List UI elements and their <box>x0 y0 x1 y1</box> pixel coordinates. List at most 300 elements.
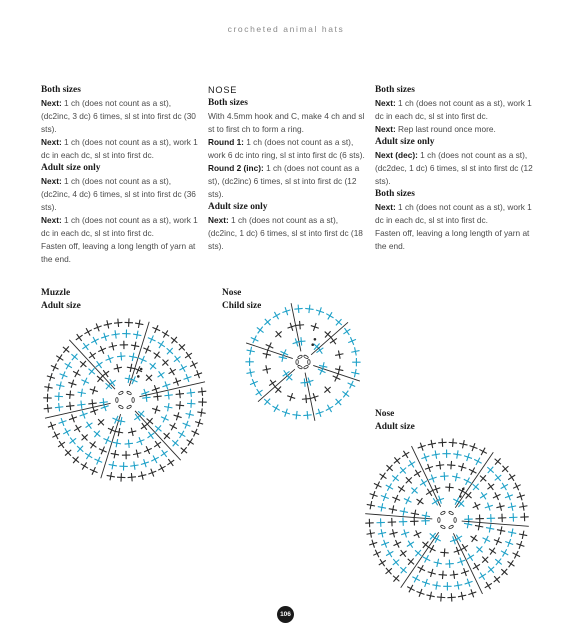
stitch-stroke <box>284 370 289 377</box>
stitch-stroke <box>107 475 115 477</box>
stitch-cross <box>485 464 497 476</box>
nose-child-crochet-chart <box>240 296 366 428</box>
start-dot <box>140 368 143 371</box>
stitch-stroke <box>159 371 164 378</box>
stitch-cross <box>47 420 58 431</box>
instruction <box>375 123 535 136</box>
stitch-cross <box>484 501 495 512</box>
stitch-cross <box>56 439 68 451</box>
stitch-cross <box>366 529 376 539</box>
stitch-stroke <box>331 337 336 344</box>
stitch-cross <box>368 490 379 501</box>
stitch-cross <box>383 565 395 577</box>
stitch-stroke <box>270 380 275 387</box>
stitch-cross <box>365 519 374 528</box>
stitch-cross <box>106 471 116 481</box>
stitch-stroke <box>114 322 122 323</box>
stitch-stroke <box>96 362 103 367</box>
stitch-stroke <box>380 559 385 566</box>
stitch-cross <box>132 330 142 340</box>
stitch-cross <box>80 341 92 353</box>
stitch-cross <box>388 505 398 515</box>
stitch-cross <box>126 363 136 373</box>
stitch-cross <box>82 326 93 337</box>
stitch-stroke <box>439 575 447 576</box>
stitch-cross <box>246 368 256 378</box>
stitch-cross <box>79 460 91 472</box>
stitch-cross <box>421 553 432 564</box>
stitch-cross <box>95 416 107 428</box>
chain-oval <box>448 525 453 529</box>
stitch-cross <box>295 321 304 330</box>
chain-oval <box>454 518 456 523</box>
stitch-cross <box>61 426 72 437</box>
instruction-text: 1 ch (does not count as a st), (dc2inc) 6 times, sl st into first dc (12 sts). <box>208 163 360 199</box>
stitch-cross <box>67 435 79 447</box>
instruction-label: Next: <box>41 176 62 186</box>
instruction-label: Round 2 (inc): <box>208 163 264 173</box>
stitch-cross <box>396 483 408 495</box>
heading-adult-size-only: Adult size only <box>375 137 435 147</box>
stitch-cross <box>130 341 140 351</box>
stitch-cross <box>70 454 82 466</box>
stitch-cross <box>331 372 342 383</box>
stitch-cross <box>54 352 66 364</box>
chain-oval <box>448 511 453 515</box>
stitch-stroke <box>109 380 116 385</box>
stitch-stroke <box>432 454 440 455</box>
stitch-cross <box>481 534 492 545</box>
stitch-cross <box>54 392 63 401</box>
stitch-stroke <box>496 559 501 566</box>
stitch-cross <box>427 439 437 449</box>
stitch-stroke <box>440 552 448 553</box>
stitch-stroke <box>387 483 391 490</box>
stitch-cross <box>155 369 167 381</box>
stitch-cross <box>113 363 123 373</box>
stitch-stroke <box>509 560 514 567</box>
stitch-cross <box>453 450 463 460</box>
stitch-cross <box>168 334 180 346</box>
stitch-cross <box>328 335 340 347</box>
stitch-cross <box>324 310 335 321</box>
stitch-cross <box>403 474 415 486</box>
stitch-cross <box>270 402 281 413</box>
stitch-cross <box>445 559 454 568</box>
stitch-cross <box>352 358 360 366</box>
stitch-cross <box>506 471 518 483</box>
stitch-stroke <box>70 438 75 445</box>
chain-oval <box>438 518 440 523</box>
stitch-cross <box>77 400 86 409</box>
stitch-cross <box>405 583 416 594</box>
chain-oval <box>126 405 131 409</box>
stitch-stroke <box>179 401 180 409</box>
nose-adult-crochet-chart <box>362 432 532 608</box>
stitch-cross <box>176 341 188 353</box>
stitch-stroke <box>113 442 121 444</box>
stitch-cross <box>160 328 172 340</box>
stitch-cross <box>271 310 282 321</box>
stitch-cross <box>167 421 178 432</box>
stitch-cross <box>448 438 457 447</box>
stitch-cross <box>462 476 473 487</box>
instruction-text: 1 ch (does not count as a st), work 1 dc in each dc, sl st into first dc. <box>375 98 532 121</box>
chain-oval <box>116 398 118 403</box>
chain-oval <box>440 511 445 515</box>
stitch-cross <box>334 350 344 360</box>
stitch-stroke <box>485 583 492 587</box>
stitch-cross <box>112 438 122 448</box>
stitch-cross <box>246 346 256 356</box>
stitch-cross <box>485 523 495 533</box>
stitch-stroke <box>179 390 180 398</box>
stitch-cross <box>91 428 103 440</box>
stitch-cross <box>485 481 497 493</box>
stitch-cross <box>416 441 427 452</box>
stitch-stroke <box>70 402 71 410</box>
stitch-stroke <box>162 332 169 336</box>
stitch-stroke <box>154 353 161 358</box>
stitch-cross <box>122 451 131 460</box>
stitch-stroke <box>91 339 98 343</box>
stitch-cross <box>405 538 417 550</box>
instruction-label: Next: <box>41 137 62 147</box>
chain-oval <box>126 391 131 395</box>
stitch-cross <box>103 319 113 329</box>
stitch-stroke <box>171 423 175 430</box>
stitch-cross <box>178 444 190 456</box>
instruction-label: Next (dec): <box>375 150 418 160</box>
stitch-cross <box>447 593 456 602</box>
instruction-text: Rep last round once more. <box>395 124 496 134</box>
stitch-stroke <box>130 465 138 466</box>
stitch-cross <box>332 396 344 408</box>
stitch-stroke <box>81 401 82 409</box>
stitch-cross <box>305 304 314 313</box>
text-column-1 <box>41 84 201 266</box>
stitch-cross <box>377 528 387 538</box>
stitch-cross <box>108 460 118 470</box>
stitch-stroke <box>428 547 435 551</box>
stitch-cross <box>421 578 432 589</box>
stitch-stroke <box>344 328 349 335</box>
stitch-cross <box>379 492 390 503</box>
stitch-cross <box>315 306 326 317</box>
stitch-cross <box>390 556 402 568</box>
stitch-cross <box>117 473 126 482</box>
stitch-cross <box>120 341 129 350</box>
diagram-title-line: Nose <box>222 288 242 298</box>
instruction-text: 1 ch (does not count as a st), work 1 dc in each dc, sl st into first dc. <box>41 215 198 238</box>
stitch-stroke <box>303 415 311 416</box>
stitch-stroke <box>54 432 58 439</box>
stitch-cross <box>438 570 447 579</box>
stitch-cross <box>134 319 144 329</box>
stitch-stroke <box>296 325 304 326</box>
stitch-cross <box>80 376 91 387</box>
stitch-cross <box>83 450 95 462</box>
stitch-cross <box>140 458 151 469</box>
wedge-divider <box>291 303 301 351</box>
stitch-cross <box>152 439 164 451</box>
stitch-stroke <box>481 492 486 499</box>
stitch-stroke <box>402 452 409 456</box>
stitch-cross <box>43 404 52 413</box>
instruction-text: 1 ch (does not count as a st), (dc2inc, 4 dc) 6 times, sl st into first dc (36 sts). <box>41 176 196 212</box>
chain-oval <box>297 365 302 369</box>
stitch-stroke <box>420 481 427 485</box>
stitch-stroke <box>161 451 168 456</box>
stitch-stroke <box>181 364 185 371</box>
stitch-cross <box>159 413 170 424</box>
stitch-cross <box>87 350 99 362</box>
stitch-cross <box>498 514 507 523</box>
stitch-cross <box>384 548 395 559</box>
stitch-cross <box>83 419 95 431</box>
stitch-cross <box>294 304 303 313</box>
stitch-cross <box>478 490 490 502</box>
instruction-text: 1 ch (does not count as a st), (dc2dec, 1 dc) 6 times, sl st into first dc (12 sts). <box>375 150 533 186</box>
stitch-cross <box>87 439 99 451</box>
stitch-stroke <box>454 585 462 586</box>
stitch-cross <box>165 457 177 469</box>
instruction-label: Next: <box>208 215 229 225</box>
stitch-cross <box>135 436 146 447</box>
stitch-cross <box>440 472 449 481</box>
stitch-cross <box>151 404 162 415</box>
stitch-stroke <box>89 353 96 358</box>
stitch-cross <box>184 436 196 448</box>
stitch-cross <box>190 427 201 438</box>
stitch-cross <box>477 446 488 457</box>
stitch-cross <box>440 548 449 557</box>
stitch-cross <box>119 462 128 471</box>
stitch-cross <box>368 538 379 549</box>
stitch-cross <box>372 480 383 491</box>
stitch-cross <box>89 385 100 396</box>
instruction-label: Next: <box>375 124 396 134</box>
stitch-cross <box>187 399 196 408</box>
stitch-cross <box>492 536 503 547</box>
stitch-cross <box>66 390 75 399</box>
stitch-cross <box>73 332 85 344</box>
stitch-cross <box>388 518 397 527</box>
stitch-stroke <box>47 404 48 412</box>
stitch-cross <box>498 566 510 578</box>
stitch-cross <box>467 588 478 599</box>
stitch-cross <box>142 445 153 456</box>
stitch-cross <box>433 558 443 568</box>
stitch-cross <box>132 449 142 459</box>
stitch-cross <box>108 341 118 351</box>
stitch-stroke <box>514 551 518 559</box>
stitch-cross <box>468 442 479 453</box>
stitch-stroke <box>131 345 139 347</box>
stitch-cross <box>181 419 192 430</box>
chain-oval <box>118 405 123 409</box>
instruction-label: Next: <box>41 215 62 225</box>
stitch-cross <box>176 429 188 441</box>
stitch-stroke <box>59 403 60 411</box>
stitch-cross <box>474 544 486 556</box>
heading-both-sizes: Both sizes <box>375 189 415 199</box>
stitch-stroke <box>102 371 109 376</box>
stitch-stroke <box>484 536 488 544</box>
stitch-stroke <box>115 431 123 433</box>
stitch-stroke <box>127 367 135 369</box>
stitch-cross <box>46 372 57 383</box>
stitch-stroke <box>87 422 92 429</box>
stitch-cross <box>458 439 468 449</box>
stitch-stroke <box>406 497 410 505</box>
stitch-cross <box>405 556 417 568</box>
chain-oval <box>296 360 298 365</box>
instruction-label: Next: <box>375 202 396 212</box>
stitch-stroke <box>180 431 184 438</box>
stitch-cross <box>515 540 526 551</box>
stitch-stroke <box>381 473 386 480</box>
stitch-stroke <box>190 389 191 397</box>
stitch-cross <box>50 430 61 441</box>
stitch-cross <box>124 318 133 327</box>
stitch-stroke <box>109 464 117 466</box>
stitch-stroke <box>65 428 69 435</box>
stitch-cross <box>415 588 426 599</box>
stitch-stroke <box>326 406 333 410</box>
stitch-stroke <box>490 548 495 555</box>
stitch-cross <box>520 513 529 522</box>
stitch-cross <box>147 360 159 372</box>
stitch-cross <box>110 449 120 459</box>
stitch-stroke <box>111 453 119 455</box>
stitch-stroke <box>479 449 486 453</box>
stitch-stroke <box>154 442 161 447</box>
stitch-cross <box>104 353 115 364</box>
stitch-cross <box>391 455 403 467</box>
stitch-stroke <box>437 597 445 598</box>
stitch-cross <box>479 554 491 566</box>
stitch-cross <box>127 427 137 437</box>
stitch-cross <box>111 330 120 339</box>
diagram-title-line: Muzzle <box>41 288 71 298</box>
stitch-cross <box>495 502 505 512</box>
stitch-cross <box>171 353 183 365</box>
stitch-cross <box>380 538 391 549</box>
stitch-stroke <box>272 406 279 410</box>
stitch-cross <box>67 378 78 389</box>
heading-both-sizes: Both sizes <box>208 98 248 108</box>
stitch-stroke <box>66 362 70 369</box>
instruction: Fasten off, leaving a long length of yarn at the end. <box>41 241 196 264</box>
stitch-cross <box>426 591 436 601</box>
stitch-cross <box>303 411 312 420</box>
stitch-cross <box>447 461 456 470</box>
stitch-cross <box>156 463 167 474</box>
stitch-cross <box>286 392 297 403</box>
stitch-cross <box>248 377 259 388</box>
stitch-cross <box>384 462 396 474</box>
stitch-stroke <box>423 557 430 561</box>
stitch-cross <box>88 465 99 476</box>
stitch-stroke <box>305 308 313 309</box>
stitch-stroke <box>90 442 97 447</box>
stitch-cross <box>347 335 358 346</box>
stitch-stroke <box>432 585 440 586</box>
stitch-cross <box>442 449 450 457</box>
stitch-cross <box>122 329 131 338</box>
stitch-cross <box>71 368 82 379</box>
stitch-cross <box>426 543 437 554</box>
stitch-cross <box>435 461 444 470</box>
stitch-stroke <box>445 487 453 488</box>
stitch-cross <box>416 563 427 574</box>
stitch-stroke <box>273 314 280 318</box>
stitch-cross <box>254 324 266 336</box>
stitch-stroke <box>436 465 444 466</box>
stitch-stroke <box>75 370 79 377</box>
stitch-stroke <box>326 314 333 318</box>
stitch-stroke <box>469 469 476 473</box>
stitch-stroke <box>449 442 457 443</box>
stitch-cross <box>97 445 108 456</box>
stitch-stroke <box>201 408 202 416</box>
stitch-cross <box>460 567 471 578</box>
wedge-divider <box>462 521 529 526</box>
stitch-stroke <box>257 389 262 396</box>
stitch-cross <box>182 373 193 384</box>
stitch-cross <box>114 427 124 437</box>
instruction <box>41 214 201 240</box>
stitch-cross <box>264 341 275 352</box>
stitch-stroke <box>170 368 174 375</box>
stitch-cross <box>309 322 320 333</box>
stitch-cross <box>400 449 412 461</box>
stitch-cross <box>324 403 335 414</box>
nose-adult-diagram-title <box>375 408 415 434</box>
instruction <box>41 97 201 136</box>
heading-both-sizes: Both sizes <box>375 85 415 95</box>
stitch-cross <box>185 409 195 419</box>
stitch-stroke <box>408 541 413 548</box>
stitch-stroke <box>157 392 158 400</box>
stitch-cross <box>475 514 484 523</box>
stitch-cross <box>155 339 167 351</box>
stitch-stroke <box>134 415 141 420</box>
diagram-subtitle: Child size <box>222 301 262 311</box>
wedge-divider <box>305 373 315 421</box>
stitch-cross <box>472 456 483 467</box>
stitch-stroke <box>48 383 49 391</box>
stitch-cross <box>89 335 100 346</box>
chain-oval <box>297 355 302 359</box>
stitch-cross <box>66 401 75 410</box>
stitch-cross <box>346 379 357 390</box>
stitch-stroke <box>70 391 71 399</box>
stitch-stroke <box>414 471 421 475</box>
instruction <box>41 175 201 214</box>
stitch-cross <box>350 368 360 378</box>
stitch-cross <box>445 483 454 492</box>
wedge-divider <box>135 411 181 460</box>
stitch-cross <box>58 370 69 381</box>
stitch-cross <box>117 352 126 361</box>
stitch-cross <box>68 413 79 424</box>
stitch-cross <box>443 582 451 590</box>
stitch-stroke <box>258 327 263 334</box>
stitch-cross <box>137 471 147 481</box>
stitch-stroke <box>168 391 169 399</box>
